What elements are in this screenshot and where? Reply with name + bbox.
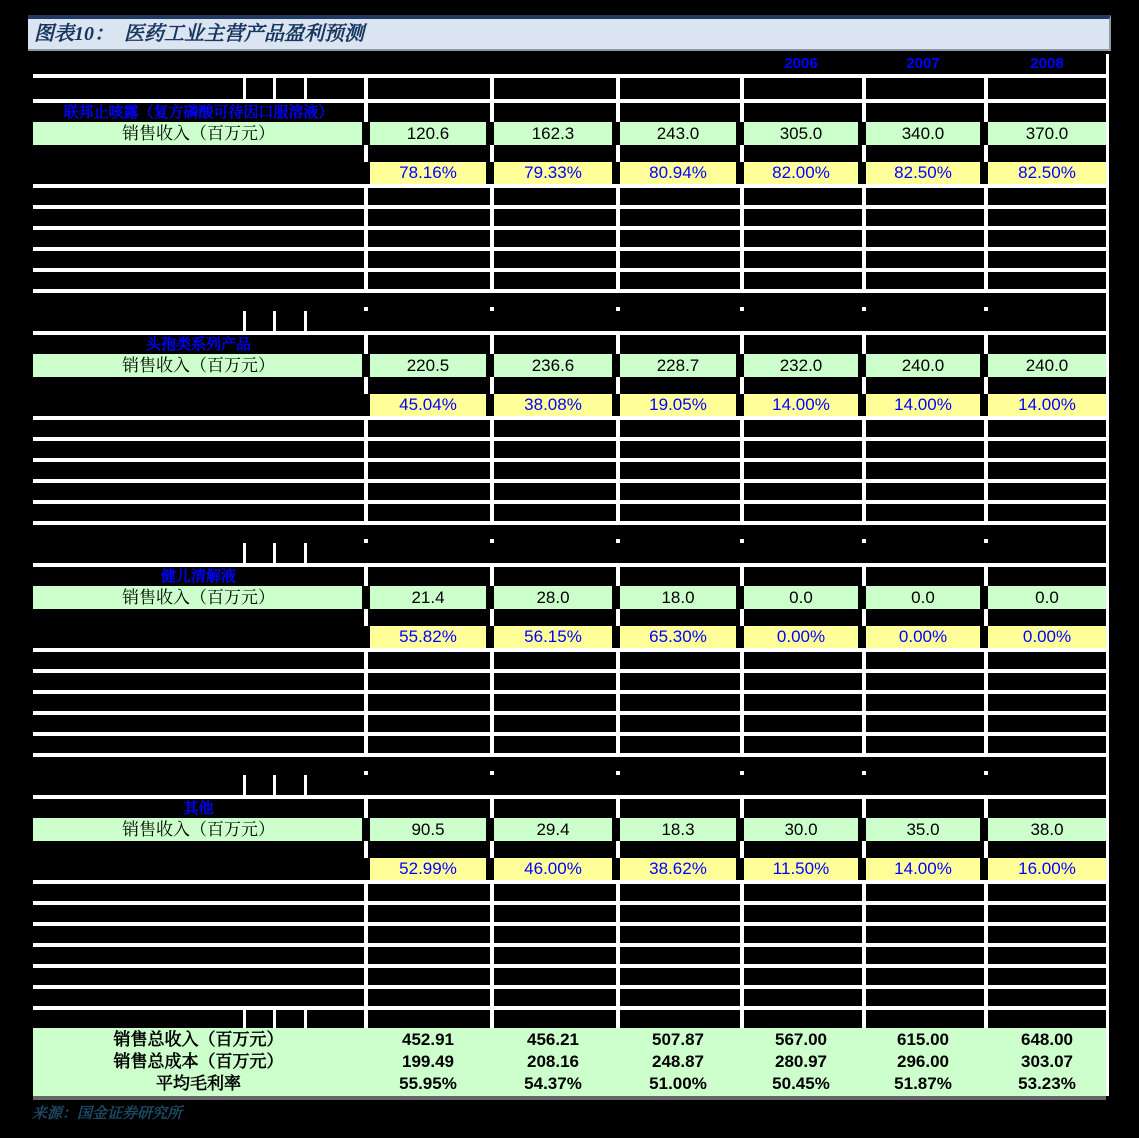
revenue-value: 240.0	[1025, 356, 1069, 375]
revenue-row	[33, 586, 1106, 609]
section-header	[33, 335, 1106, 354]
hidden-row	[33, 652, 1106, 669]
revenue-value: 162.3	[531, 124, 575, 143]
column-tick-row	[33, 1010, 1106, 1028]
revenue-value: 0.0	[789, 588, 813, 607]
summary-value: 50.45%	[772, 1074, 830, 1093]
spacer-tick-row	[33, 757, 1106, 795]
revenue-value: 370.0	[1025, 124, 1069, 143]
revenue-value: 90.5	[411, 820, 445, 839]
tick-mark	[304, 775, 307, 795]
revenue-value: 120.6	[406, 124, 450, 143]
revenue-value: 18.0	[661, 588, 695, 607]
hidden-row	[33, 968, 1106, 985]
revenue-value: 232.0	[779, 356, 823, 375]
revenue-row	[33, 122, 1106, 145]
summary-value: 303.07	[1021, 1052, 1073, 1071]
tick-mark	[273, 311, 276, 331]
summary-value: 208.16	[527, 1052, 579, 1071]
tick-mark	[304, 543, 307, 563]
revenue-value: 0.0	[1035, 588, 1059, 607]
table-bottom-border	[33, 1096, 1106, 1100]
revenue-value: 228.7	[656, 356, 700, 375]
summary-value: 648.00	[1021, 1030, 1073, 1049]
section-name: 健儿清解液	[160, 568, 236, 585]
hidden-row	[33, 188, 1106, 205]
margin-value: 78.16%	[399, 163, 457, 182]
hidden-row	[33, 884, 1106, 901]
revenue-value: 240.0	[901, 356, 945, 375]
summary-value: 51.87%	[894, 1074, 952, 1093]
hidden-row	[33, 905, 1106, 922]
tick-mark	[304, 78, 307, 99]
margin-value: 0.00%	[776, 627, 826, 646]
year-label: 2008	[1030, 55, 1064, 72]
tick-mark	[243, 1010, 246, 1028]
margin-row	[33, 626, 1106, 648]
summary-row	[33, 1073, 1106, 1095]
margin-value: 14.00%	[894, 395, 952, 414]
margin-row	[33, 394, 1106, 416]
figure-title-bar	[28, 15, 1111, 51]
margin-value: 38.08%	[524, 395, 582, 414]
margin-row	[33, 162, 1106, 184]
summary-value: 248.87	[652, 1052, 704, 1071]
revenue-label: 销售收入（百万元）	[122, 124, 275, 143]
revenue-value: 340.0	[901, 124, 945, 143]
tick-mark	[243, 78, 246, 99]
summary-value: 51.00%	[649, 1074, 707, 1093]
summary-value: 53.23%	[1018, 1074, 1076, 1093]
hidden-row	[33, 209, 1106, 226]
margin-value: 14.00%	[772, 395, 830, 414]
margin-value: 16.00%	[1018, 859, 1076, 878]
hidden-row	[33, 272, 1106, 289]
margin-value: 45.04%	[399, 395, 457, 414]
margin-value: 14.00%	[1018, 395, 1076, 414]
section-name: 联邦止咳露（复方磷酸可待因口服溶液）	[63, 104, 334, 121]
summary-value: 456.21	[527, 1030, 579, 1049]
spacer-tick-row	[33, 293, 1106, 331]
hidden-row	[33, 377, 1106, 394]
margin-row	[33, 858, 1106, 880]
tick-mark	[243, 311, 246, 331]
tick-mark	[243, 775, 246, 795]
hidden-row	[33, 673, 1106, 690]
margin-value: 80.94%	[649, 163, 707, 182]
table-right-border	[1106, 54, 1109, 1096]
tick-mark	[273, 775, 276, 795]
hidden-row	[33, 420, 1106, 437]
revenue-value: 18.3	[661, 820, 695, 839]
margin-value: 82.00%	[772, 163, 830, 182]
section-header	[33, 103, 1106, 122]
revenue-value: 38.0	[1030, 820, 1064, 839]
year-label: 2006	[784, 55, 818, 72]
revenue-label: 销售收入（百万元）	[122, 356, 275, 375]
revenue-value: 30.0	[784, 820, 818, 839]
revenue-value: 243.0	[656, 124, 700, 143]
margin-value: 46.00%	[524, 859, 582, 878]
hidden-row	[33, 841, 1106, 858]
margin-value: 56.15%	[524, 627, 582, 646]
section-header	[33, 799, 1106, 818]
margin-value: 0.00%	[1022, 627, 1072, 646]
section-header	[33, 567, 1106, 586]
year-header-row	[33, 54, 1106, 74]
revenue-value: 35.0	[906, 820, 940, 839]
summary-value: 452.91	[402, 1030, 454, 1049]
revenue-label: 销售收入（百万元）	[122, 820, 275, 839]
boundary-dashes	[33, 539, 1106, 543]
summary-value: 55.95%	[399, 1074, 457, 1093]
summary-value: 615.00	[897, 1030, 949, 1049]
figure-title: 图表10： 医药工业主营产品盈利预测	[34, 23, 364, 45]
hidden-row	[33, 715, 1106, 732]
revenue-row	[33, 354, 1106, 377]
column-tick-row	[33, 78, 1106, 99]
tick-mark	[304, 311, 307, 331]
summary-value: 199.49	[402, 1052, 454, 1071]
margin-value: 79.33%	[524, 163, 582, 182]
tick-mark	[304, 1010, 307, 1028]
tick-mark	[273, 543, 276, 563]
margin-value: 65.30%	[649, 627, 707, 646]
summary-block	[33, 1028, 1106, 1096]
summary-value: 280.97	[775, 1052, 827, 1071]
revenue-value: 220.5	[406, 356, 450, 375]
hidden-row	[33, 230, 1106, 247]
hidden-row	[33, 462, 1106, 479]
revenue-row	[33, 818, 1106, 841]
tick-mark	[273, 78, 276, 99]
boundary-dashes	[33, 771, 1106, 775]
boundary-dashes	[33, 307, 1106, 311]
margin-value: 52.99%	[399, 859, 457, 878]
revenue-label: 销售收入（百万元）	[122, 588, 275, 607]
hidden-row	[33, 947, 1106, 964]
hidden-row	[33, 694, 1106, 711]
hidden-row	[33, 145, 1106, 162]
revenue-value: 0.0	[911, 588, 935, 607]
tick-mark	[243, 543, 246, 563]
summary-label: 销售总成本（百万元）	[113, 1052, 284, 1071]
tick-mark	[273, 1010, 276, 1028]
hidden-row	[33, 989, 1106, 1006]
margin-value: 38.62%	[649, 859, 707, 878]
summary-value: 54.37%	[524, 1074, 582, 1093]
summary-row	[33, 1029, 1106, 1051]
summary-value: 567.00	[775, 1030, 827, 1049]
hidden-row	[33, 483, 1106, 500]
hidden-row	[33, 926, 1106, 943]
summary-value: 296.00	[897, 1052, 949, 1071]
year-label: 2007	[906, 55, 940, 72]
summary-label: 平均毛利率	[156, 1074, 241, 1093]
section-name: 其他	[183, 800, 214, 817]
revenue-value: 28.0	[536, 588, 570, 607]
margin-value: 82.50%	[894, 163, 952, 182]
summary-label: 销售总收入（百万元）	[113, 1030, 284, 1049]
margin-value: 11.50%	[772, 859, 830, 878]
spacer-tick-row	[33, 525, 1106, 563]
revenue-value: 21.4	[411, 588, 445, 607]
margin-value: 19.05%	[649, 395, 707, 414]
revenue-value: 305.0	[779, 124, 823, 143]
margin-value: 14.00%	[894, 859, 952, 878]
revenue-value: 29.4	[536, 820, 570, 839]
summary-value: 507.87	[652, 1030, 704, 1049]
margin-value: 82.50%	[1018, 163, 1076, 182]
summary-row	[33, 1051, 1106, 1073]
hidden-row	[33, 736, 1106, 753]
source-note: 来源：国金证券研究所	[32, 1106, 183, 1122]
margin-value: 55.82%	[399, 627, 457, 646]
hidden-row	[33, 251, 1106, 268]
margin-value: 0.00%	[898, 627, 948, 646]
revenue-value: 236.6	[531, 356, 575, 375]
section-name: 头孢类系列产品	[145, 336, 251, 353]
hidden-row	[33, 441, 1106, 458]
hidden-row	[33, 609, 1106, 626]
hidden-row	[33, 504, 1106, 521]
